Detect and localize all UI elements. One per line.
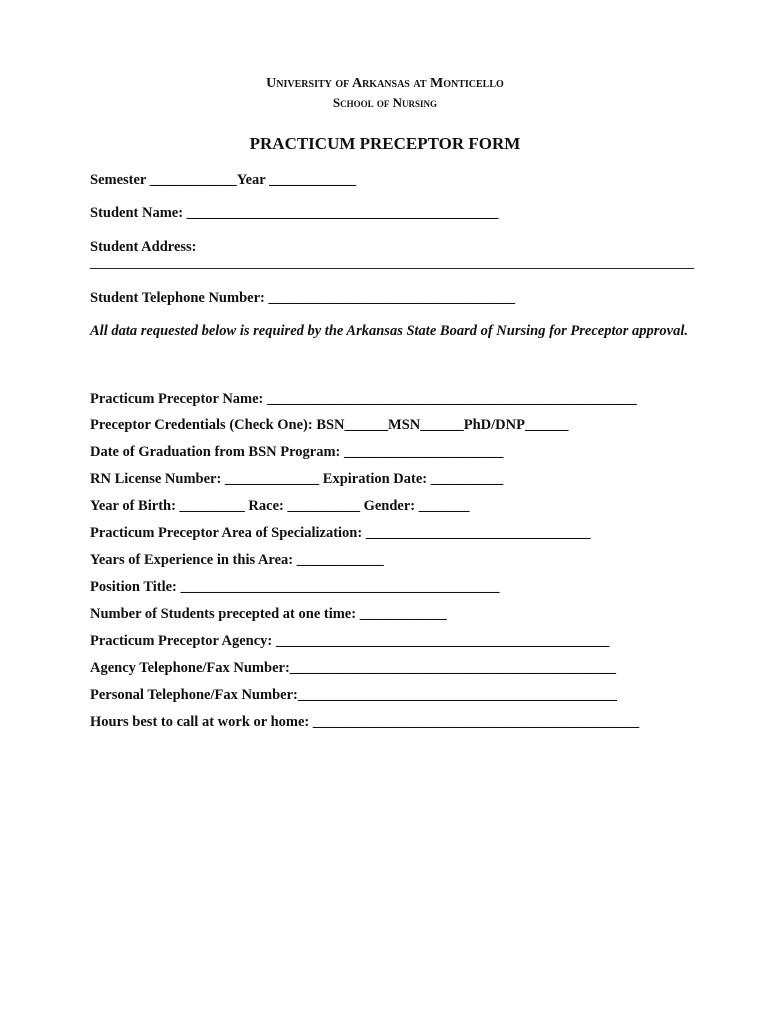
agency-phone-field[interactable]: Agency Telephone/Fax Number:_____________________________________________: [90, 660, 617, 676]
board-requirement-note: All data requested below is required by the Arkansas State Board of Nursing for Preceptor approval.: [90, 323, 689, 339]
students-precepted-field[interactable]: Number of Students precepted at one time: ____________: [90, 606, 447, 622]
school-name: School of Nursing: [332, 95, 438, 110]
semester-year-field[interactable]: Semester ____________Year ____________: [90, 172, 357, 188]
experience-field[interactable]: Years of Experience in this Area: ____________: [90, 552, 384, 568]
student-name-field[interactable]: Student Name: ___________________________________________: [90, 205, 499, 221]
demographics-field[interactable]: Year of Birth: _________ Race: __________ Gender: _______: [90, 498, 470, 514]
graduation-date-field[interactable]: Date of Graduation from BSN Program: ______________________: [90, 444, 504, 460]
credentials-field[interactable]: Preceptor Credentials (Check One): BSN______MSN______PhD/DNP______: [90, 417, 569, 433]
personal-phone-field[interactable]: Personal Telephone/Fax Number:____________________________________________: [90, 687, 617, 703]
student-address-label: Student Address:: [90, 239, 197, 255]
call-hours-field[interactable]: Hours best to call at work or home: _____________________________________________: [90, 714, 640, 730]
specialization-field[interactable]: Practicum Preceptor Area of Specialization: _______________________________: [90, 525, 591, 541]
agency-field[interactable]: Practicum Preceptor Agency: ______________________________________________: [90, 633, 610, 649]
university-name: University of Arkansas at Monticello: [266, 76, 504, 91]
form-title: PRACTICUM PRECEPTOR FORM: [249, 134, 521, 153]
student-phone-field[interactable]: Student Telephone Number: __________________________________: [90, 290, 515, 306]
preceptor-name-field[interactable]: Practicum Preceptor Name: ___________________________________________________: [90, 391, 637, 407]
position-title-field[interactable]: Position Title: ____________________________________________: [90, 579, 500, 595]
student-address-line[interactable]: [90, 268, 694, 269]
license-field[interactable]: RN License Number: _____________ Expiration Date: __________: [90, 471, 504, 487]
